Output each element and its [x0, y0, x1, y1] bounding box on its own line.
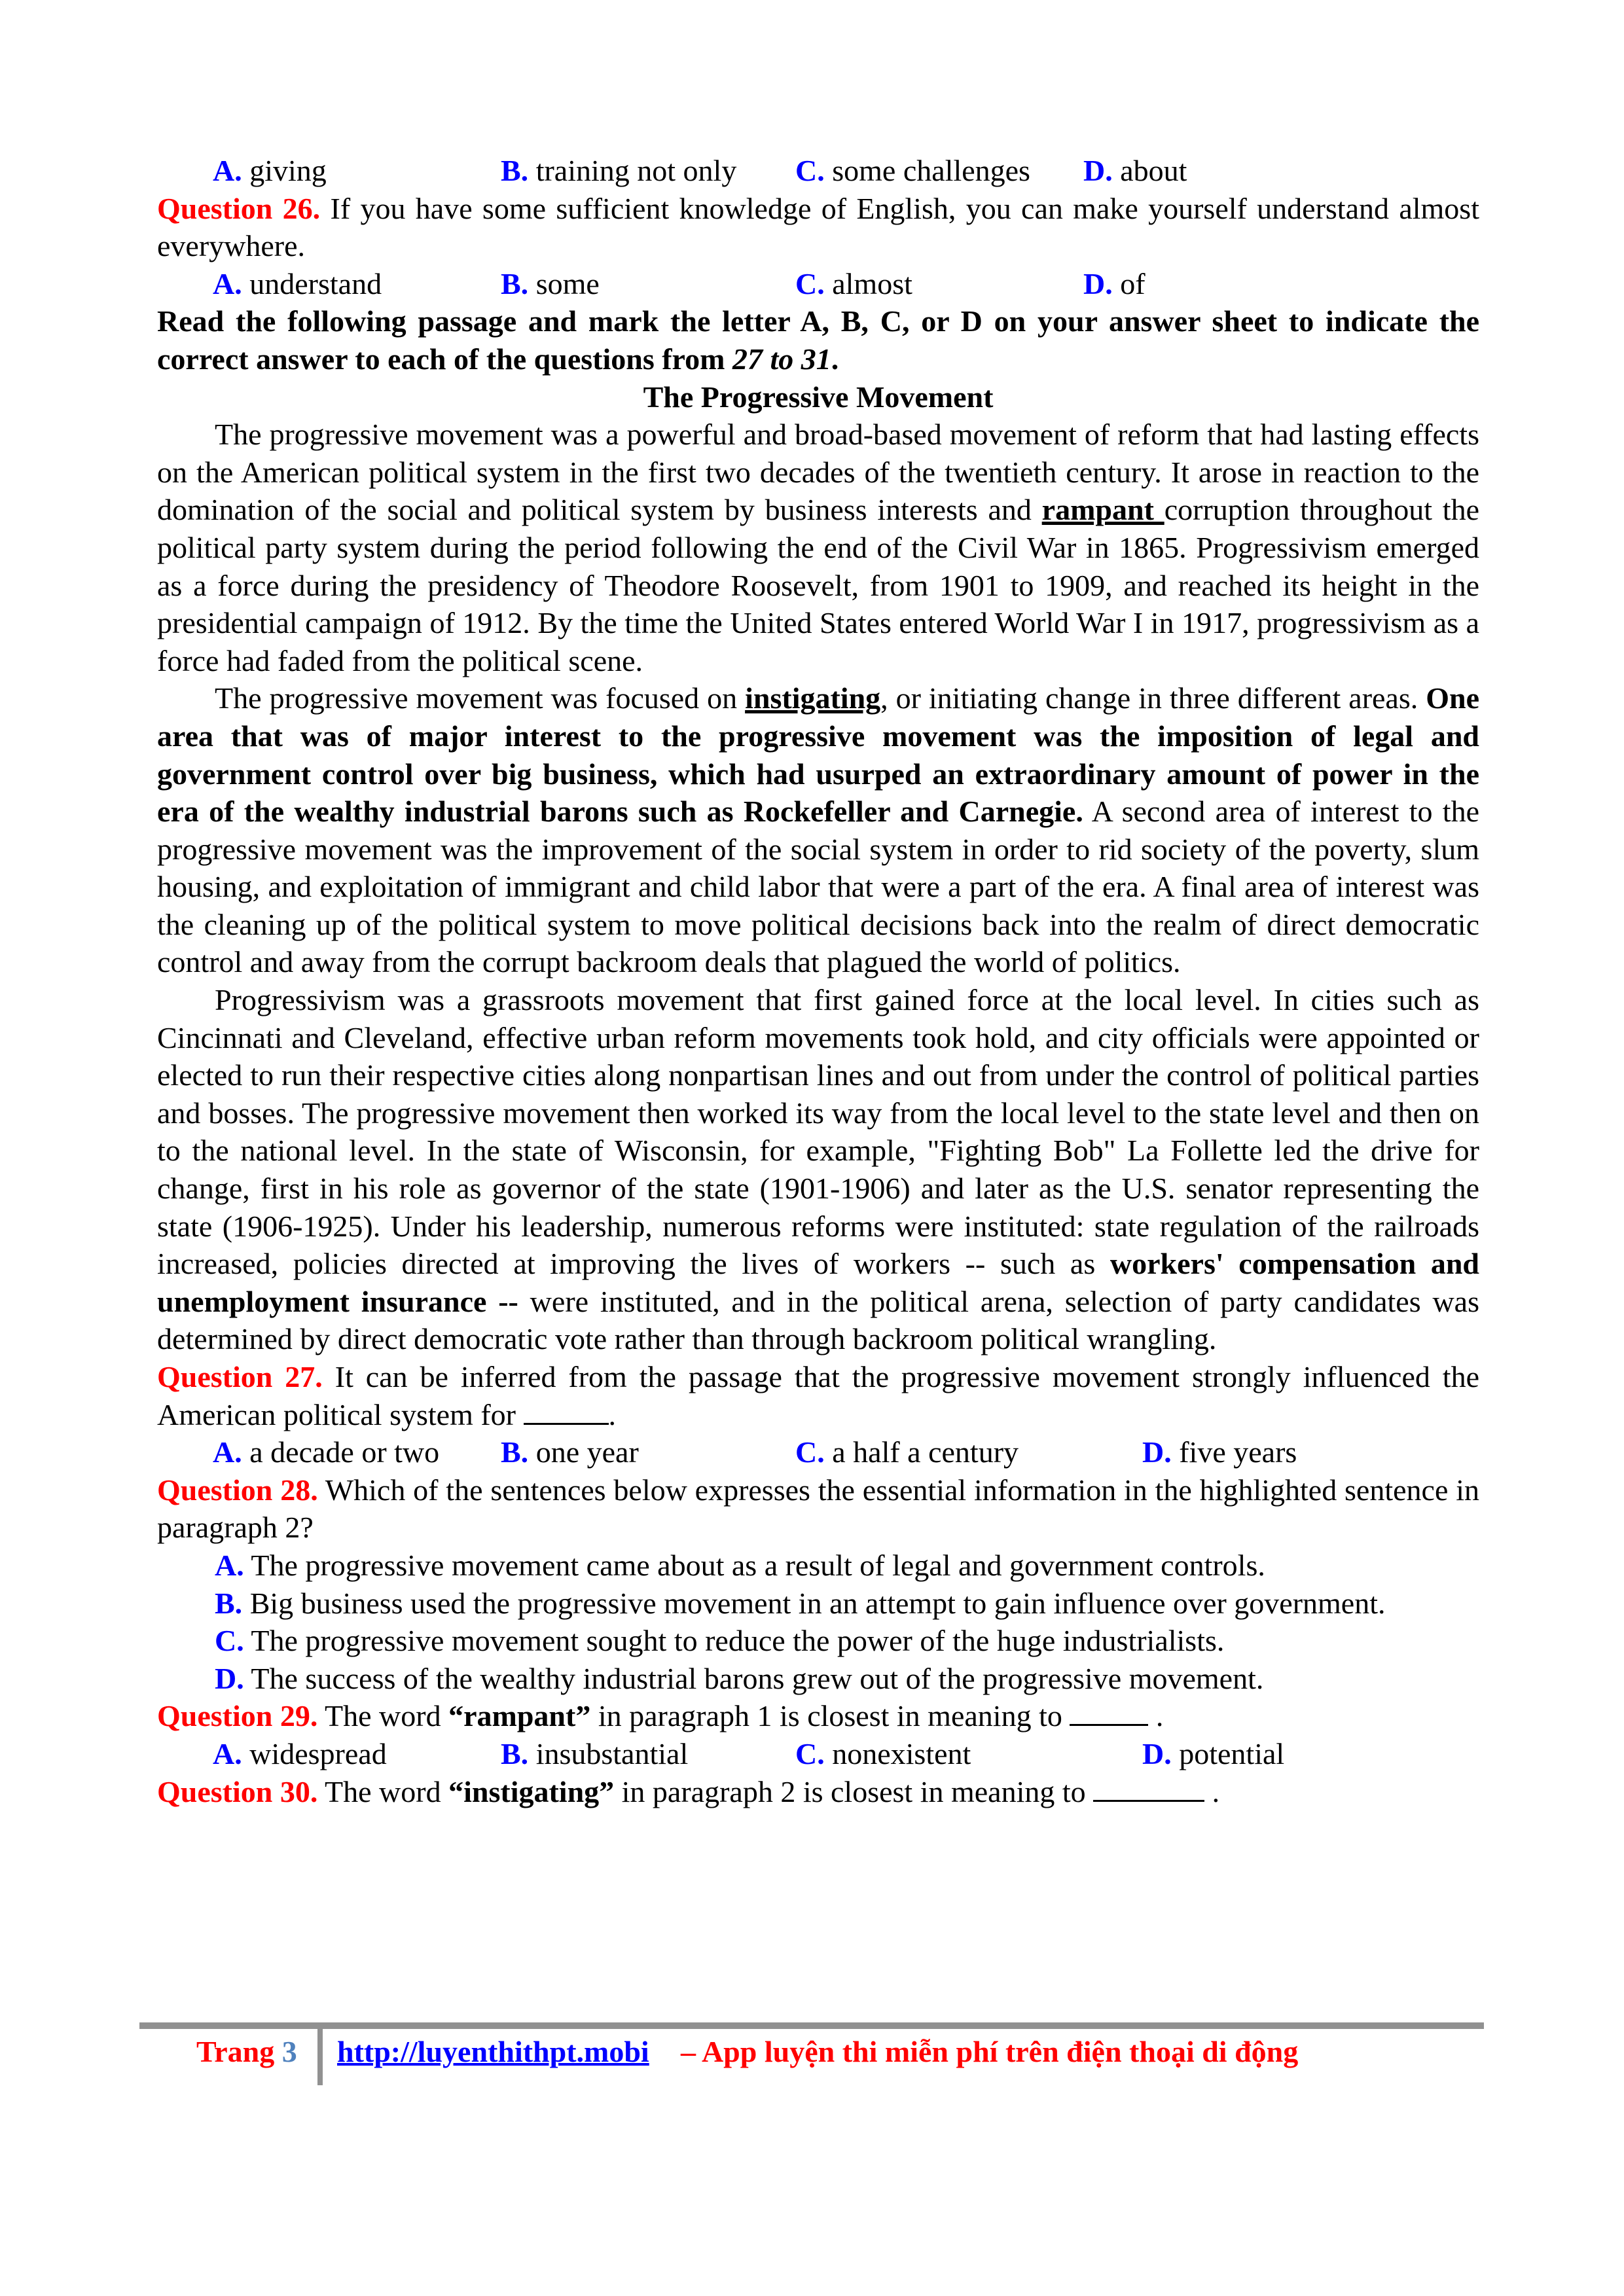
passage-paragraph-2: The progressive movement was focused on instigating, or initiating change in three different areas. One area that was of major interest to the progressive movement was the imposition of legal and government control over big business, which had usurped an extraordinary amount of power in the era of the wealthy industrial barons such as Rockefeller and Carnegie. A second area of interest to the progressive movement was the improvement of the social system in order to rid society of the poverty, slum housing, and exploitation of immigrant and child labor that were a part of the era. A final area of interest was the cleaning up of the political system to move political decisions back into the realm of direct democratic control and away from the corrupt backroom deals that plagued the world of politics.: [157, 681, 1479, 979]
q26-options: [157, 265, 1479, 303]
q25-option-d: D. about: [1083, 154, 1187, 187]
page-footer: Trang 3 http://luyenthithpt.mobi – App luyện thi miễn phí trên điện thoại di động: [196, 2035, 1299, 2068]
q29-option-c: C. nonexistent: [795, 1736, 971, 1770]
answer-blank: [1093, 1774, 1204, 1802]
passage-paragraph-3: Progressivism was a grassroots movement that first gained force at the local level. In cities such as Cincinnati and Cleveland, effective urban reform movements took hold, and city officials were appointed or elected to run their respective cities along nonpartisan lines and out from under the control of political parties and bosses. The progressive movement then worked its way from the local level to the state level and then on to the national level. In the state of Wisconsin, for example, "Fighting Bob" La Follette led the drive for change, first in his role as governor of the state (1901-1906) and later as the U.S. senator representing the state (1906-1925). Under his leadership, numerous reforms were instituted: state regulation of the railroads increased, policies directed at improving the lives of workers -- such as workers' compensation and unemployment insurance -- were instituted, and in the political arena, selection of party candidates was determined by direct democratic vote rather than through backroom political wrangling.: [157, 983, 1479, 1356]
q29-option-b: B. insubstantial: [501, 1736, 689, 1770]
passage-title: The Progressive Movement: [643, 380, 994, 414]
q25-options: [157, 152, 1479, 190]
footer-tagline: – App luyện thi miễn phí trên điện thoại di động: [681, 2035, 1299, 2068]
q26-option-a: A. understand: [213, 266, 382, 300]
q26-stem: Question 26. If you have some sufficient knowledge of English, you can make yourself understand almost everywhere.: [157, 191, 1479, 263]
answer-blank: [1070, 1698, 1148, 1726]
q29-stem: Question 29. The word “rampant” in paragraph 1 is closest in meaning to .: [157, 1699, 1164, 1733]
q27-stem: Question 27. It can be inferred from the passage that the progressive movement strongly influenced the American political system for .: [157, 1360, 1479, 1431]
passage-paragraph-1: The progressive movement was a powerful and broad-based movement of reform that had lasting effects on the American political system in the first two decades of the twentieth century. It arose in reaction to the domination of the social and political system by business interests and rampant corruption throughout the political party system during the period following the end of the Civil War in 1865. Progressivism emerged as a force during the presidency of Theodore Roosevelt, from 1901 to 1909, and reached its height in the presidential campaign of 1912. By the time the United States entered World War I in 1917, progressivism as a force had faded from the political scene.: [157, 418, 1479, 677]
page-number: 3: [281, 2035, 297, 2068]
q28-option-d: D. The success of the wealthy industrial barons grew out of the progressive movement.: [215, 1661, 1264, 1695]
q26-option-c: C. almost: [795, 266, 912, 300]
footer-divider: [139, 2022, 1484, 2029]
q29-option-a: A. widespread: [213, 1736, 387, 1770]
reading-instruction: Read the following passage and mark the letter A, B, C, or D on your answer sheet to indicate the correct answer to each of the questions from 27 to 31.: [157, 304, 1480, 376]
keyword-instigating: instigating: [745, 681, 881, 715]
exam-page: [157, 152, 1479, 1810]
q29-options: [157, 1735, 1479, 1773]
q28-option-a: A. The progressive movement came about as a result of legal and government controls.: [215, 1548, 1265, 1582]
q30-stem: Question 30. The word “instigating” in paragraph 2 is closest in meaning to .: [157, 1774, 1220, 1808]
q28-stem: Question 28. Which of the sentences below expresses the essential information in the highlighted sentence in paragraph 2?: [157, 1473, 1479, 1545]
footer-website-link[interactable]: http://luyenthithpt.mobi: [337, 2035, 649, 2068]
q27-option-d: D. five years: [1142, 1435, 1297, 1469]
keyword-rampant: rampant: [1041, 493, 1164, 527]
q25-option-b: B. training not only: [501, 154, 737, 187]
answer-blank: [524, 1397, 609, 1425]
q28-option-c: C. The progressive movement sought to reduce the power of the huge industrialists.: [215, 1624, 1225, 1658]
q27-option-b: B. one year: [501, 1435, 639, 1469]
q29-option-d: D. potential: [1142, 1736, 1285, 1770]
q25-option-c: C. some challenges: [795, 154, 1030, 187]
highlighted-sentence: One area that was of major interest to the progressive movement was the imposition of legal and government control over big business, which had usurped an extraordinary amount of power in the era of the wealthy industrial barons such as Rockefeller and Carnegie.: [157, 681, 1479, 829]
footer-separator: [317, 2029, 323, 2085]
q27-option-c: C. a half a century: [795, 1435, 1019, 1469]
q27-options: [157, 1433, 1479, 1471]
q25-option-a: A. giving: [213, 154, 327, 187]
q26-option-b: B. some: [501, 266, 600, 300]
q28-option-b: B. Big business used the progressive movement in an attempt to gain influence over government.: [215, 1586, 1386, 1620]
q27-option-a: A. a decade or two: [213, 1435, 440, 1469]
q26-option-d: D. of: [1083, 266, 1146, 300]
